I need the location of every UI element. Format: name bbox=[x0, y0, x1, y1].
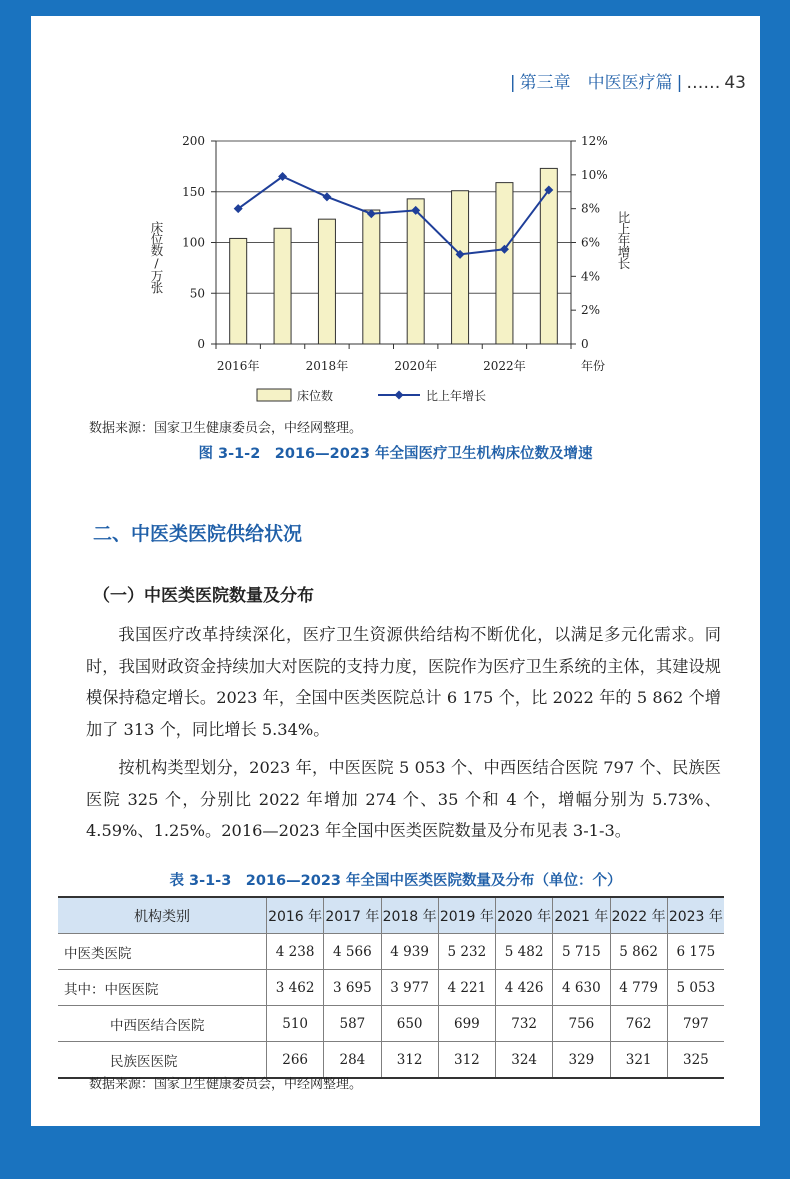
bar-2022 bbox=[496, 183, 513, 344]
right-tick-label: 2% bbox=[581, 303, 601, 318]
legend-line-label: 比上年增长 bbox=[426, 389, 487, 403]
right-tick-label: 6% bbox=[581, 235, 601, 250]
left-tick-label: 200 bbox=[182, 134, 205, 148]
table-row bbox=[58, 934, 724, 970]
right-tick-label: 8% bbox=[581, 201, 601, 216]
table-cell: 4 426 bbox=[496, 970, 553, 1006]
column-header: 2016 年 bbox=[267, 897, 324, 934]
x-tick-label: 2022年 bbox=[483, 359, 526, 373]
running-head: | 第三章 中医医疗篇 | …… 43 bbox=[509, 73, 746, 93]
left-tick-label: 100 bbox=[182, 235, 205, 250]
column-header: 2017 年 bbox=[324, 897, 381, 934]
table-cell: 699 bbox=[438, 1006, 495, 1042]
table-cell: 312 bbox=[381, 1042, 438, 1079]
page-number: 43 bbox=[724, 73, 746, 93]
chapter-title: 第三章 中医医疗篇 bbox=[519, 73, 673, 93]
figure-caption: 图 3-1-2 2016—2023 年全国医疗卫生机构床位数及增速 bbox=[198, 446, 593, 462]
table-cell: 732 bbox=[496, 1006, 553, 1042]
table-cell: 510 bbox=[267, 1006, 324, 1042]
bar-2018 bbox=[318, 219, 335, 344]
section-heading: 二、中医类医院供给状况 bbox=[93, 523, 303, 545]
paragraph-1: 我国医疗改革持续深化，医疗卫生资源供给结构不断优化，以满足多元化需求。同时，我国财政资金持续加大对医院的支持力度，医院作为医疗卫生系统的主体，其建设规模保持稳定增长。2023 年，全国中医类医院总计 6 175 个，比 2022 年的 5 862 个增加了 313 个，同比增长 5.34%。 bbox=[86, 625, 721, 739]
x-tick-label: 2018年 bbox=[305, 359, 349, 373]
right-tick-label: 4% bbox=[581, 269, 601, 284]
x-tick-label: 2020年 bbox=[394, 359, 437, 373]
table-cell: 5 482 bbox=[496, 934, 553, 970]
growth-point-2018 bbox=[322, 192, 331, 201]
x-axis-end-label: 年份 bbox=[580, 359, 606, 373]
column-header: 2018 年 bbox=[381, 897, 438, 934]
legend-line-marker bbox=[395, 391, 404, 400]
paragraph-2: 按机构类型划分，2023 年，中医医院 5 053 个、中西医结合医院 797 个、民族医医院 325 个，分别比 2022 年增加 274 个、35 个和 4 个，增幅分别为 5.73%、4.59%、1.25%。2016—2023 年全国中医类医院数量及分布见表 3-1-3。 bbox=[86, 758, 721, 840]
legend-bar-label: 床位数 bbox=[297, 389, 334, 403]
row-label: 中医类医院 bbox=[58, 934, 267, 970]
figure-source: 数据来源：国家卫生健康委员会，中经网整理。 bbox=[89, 421, 363, 436]
table-cell: 329 bbox=[553, 1042, 610, 1079]
left-tick-label: 150 bbox=[182, 184, 205, 199]
right-tick-label: 10% bbox=[581, 167, 608, 182]
column-header: 2020 年 bbox=[496, 897, 553, 934]
table-cell: 5 232 bbox=[438, 934, 495, 970]
row-label: 民族医医院 bbox=[58, 1042, 267, 1079]
left-axis-title: 床位数/万张 bbox=[149, 221, 164, 293]
table-cell: 3 695 bbox=[324, 970, 381, 1006]
table-cell: 266 bbox=[267, 1042, 324, 1079]
right-axis-title: 比上年增长 bbox=[616, 211, 631, 269]
hospital-count-table bbox=[58, 896, 724, 1079]
table-cell: 3 462 bbox=[267, 970, 324, 1006]
table-cell: 4 221 bbox=[438, 970, 495, 1006]
column-header: 2023 年 bbox=[667, 897, 724, 934]
table-cell: 6 175 bbox=[667, 934, 724, 970]
table-cell: 324 bbox=[496, 1042, 553, 1079]
table-row bbox=[58, 1006, 724, 1042]
table-cell: 650 bbox=[381, 1006, 438, 1042]
subsection-heading: （一）中医类医院数量及分布 bbox=[93, 586, 314, 606]
x-tick-label: 2016年 bbox=[216, 359, 260, 373]
column-header: 2022 年 bbox=[610, 897, 667, 934]
left-tick-label: 50 bbox=[189, 286, 205, 301]
table-cell: 5 862 bbox=[610, 934, 667, 970]
table-header-row bbox=[58, 897, 724, 934]
table-cell: 4 630 bbox=[553, 970, 610, 1006]
table-cell: 4 566 bbox=[324, 934, 381, 970]
right-tick-label: 0 bbox=[581, 337, 589, 351]
bar-2021 bbox=[452, 191, 469, 344]
leader-dots: …… bbox=[686, 73, 721, 93]
bar-2016 bbox=[230, 238, 247, 344]
table-source: 数据来源：国家卫生健康委员会，中经网整理。 bbox=[89, 1077, 363, 1092]
table-cell: 5 053 bbox=[667, 970, 724, 1006]
table-cell: 284 bbox=[324, 1042, 381, 1079]
bed-count-chart bbox=[31, 16, 760, 416]
bar-2023 bbox=[540, 168, 557, 344]
table-cell: 4 779 bbox=[610, 970, 667, 1006]
bar-2017 bbox=[274, 228, 291, 344]
table-cell: 5 715 bbox=[553, 934, 610, 970]
table-cell: 312 bbox=[438, 1042, 495, 1079]
table-cell: 756 bbox=[553, 1006, 610, 1042]
column-header: 2021 年 bbox=[553, 897, 610, 934]
row-label: 中西医结合医院 bbox=[58, 1006, 267, 1042]
right-tick-label: 12% bbox=[581, 134, 608, 148]
bar-2020 bbox=[407, 199, 424, 344]
table-cell: 762 bbox=[610, 1006, 667, 1042]
legend-bar-swatch bbox=[257, 389, 291, 401]
book-page bbox=[31, 16, 760, 1126]
table-cell: 4 238 bbox=[267, 934, 324, 970]
column-header: 机构类别 bbox=[58, 897, 267, 934]
table-cell: 797 bbox=[667, 1006, 724, 1042]
row-label: 其中：中医医院 bbox=[58, 970, 267, 1006]
table-cell: 321 bbox=[610, 1042, 667, 1079]
table-cell: 4 939 bbox=[381, 934, 438, 970]
table-cell: 3 977 bbox=[381, 970, 438, 1006]
table-cell: 587 bbox=[324, 1006, 381, 1042]
table-row bbox=[58, 970, 724, 1006]
bar-2019 bbox=[363, 210, 380, 344]
column-header: 2019 年 bbox=[438, 897, 495, 934]
left-tick-label: 0 bbox=[197, 337, 205, 351]
table-cell: 325 bbox=[667, 1042, 724, 1079]
table-caption: 表 3-1-3 2016—2023 年全国中医类医院数量及分布（单位：个） bbox=[169, 873, 622, 889]
